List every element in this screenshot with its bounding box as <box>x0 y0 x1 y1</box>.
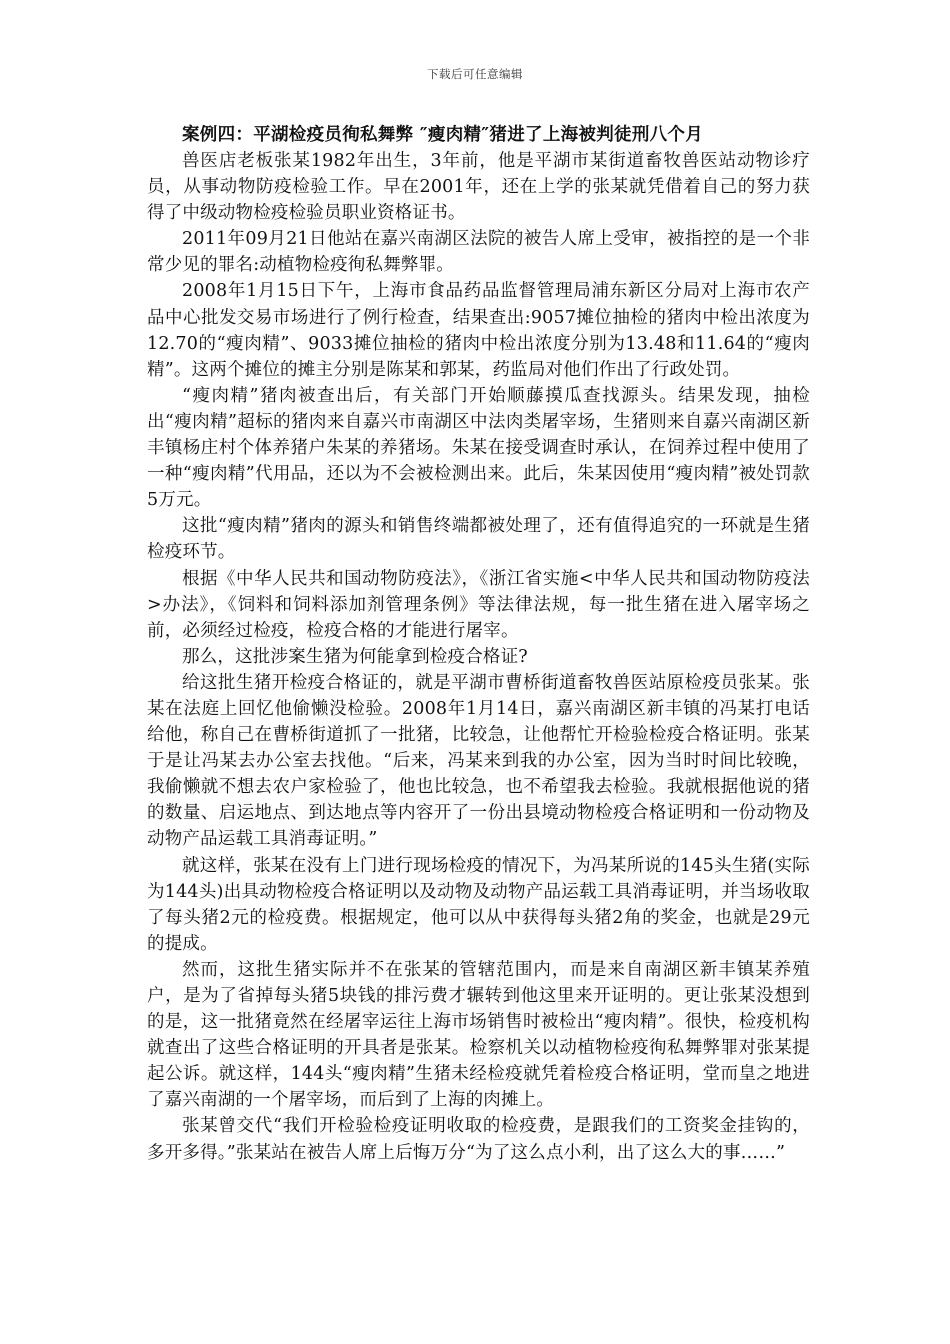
paragraph: 然而，这批生猪实际并不在张某的管辖范围内，而是来自南湖区新丰镇某养殖户，是为了省掉每头猪5块钱的排污费才辗转到他这里来开证明的。更让张某没想到的是，这一批猪竟然在经屠宰运往上海市场销售时被检出“瘦肉精”。很快，检疫机构就查出了这些合格证明的开具者是张某。检察机关以动植物检疫徇私舞弊罪对张某提起公诉。就这样，144头“瘦肉精”生猪未经检疫就凭着检疫合格证明，堂而皇之地进了嘉兴南湖的一个屠宰场，而后到了上海的肉摊上。 <box>147 959 810 1111</box>
paragraph: 那么，这批涉案生猪为何能拿到检疫合格证? <box>182 646 528 667</box>
paragraph: 这批“瘦肉精”猪肉的源头和销售终端都被处理了，还有值得追究的一环就是生猪检疫环节。 <box>147 516 810 563</box>
paragraph: 兽医店老板张某1982年出生，3年前，他是平湖市某街道畜牧兽医站动物诊疗员，从事动物防疫检验工作。早在2001年，还在上学的张某就凭借着自己的努力获得了中级动物检疫检验员职业资格证书。 <box>147 151 810 224</box>
paragraph: 2011年09月21日他站在嘉兴南湖区法院的被告人席上受审，被指控的是一个非常少见的罪名:动植物检疫徇私舞弊罪。 <box>147 229 810 276</box>
paragraph: “瘦肉精”猪肉被查出后，有关部门开始顺藤摸瓜查找源头。结果发现，抽检出“瘦肉精”超标的猪肉来自嘉兴市南湖区中法肉类屠宰场，生猪则来自嘉兴南湖区新丰镇杨庄村个体养猪户朱某的养猪场。朱某在接受调查时承认，在饲养过程中使用了一种“瘦肉精”代用品，还以为不会被检测出来。此后，朱某因使用“瘦肉精”被处罚款5万元。 <box>147 385 810 511</box>
header-note: 下载后可任意编辑 <box>427 67 523 81</box>
paragraph: 2008年1月15日下午，上海市食品药品监督管理局浦东新区分局对上海市农产品中心批发交易市场进行了例行检查，结果查出:9057摊位抽检的猪肉中检出浓度为12.70的“瘦肉精”、9033摊位抽检的猪肉中检出浓度分别为13.48和11.64的“瘦肉精”。这两个摊位的摊主分别是陈某和郭某，药监局对他们作出了行政处罚。 <box>147 281 810 380</box>
article-title: 案例四：平湖检疫员徇私舞弊 ″瘦肉精″猪进了上海被判徒刑八个月 <box>182 125 704 145</box>
paragraph: 张某曾交代“我们开检验检疫证明收取的检疫费，是跟我们的工资奖金挂钩的，多开多得。”张某站在被告人席上后悔万分“为了这么点小利，出了这么大的事……” <box>147 1116 810 1163</box>
paragraph: 就这样，张某在没有上门进行现场检疫的情况下，为冯某所说的145头生猪(实际为144头)出具动物检疫合格证明以及动物及动物产品运载工具消毒证明，并当场收取了每头猪2元的检疫费。根据规定，他可以从中获得每头猪2角的奖金，也就是29元的提成。 <box>147 855 810 954</box>
paragraph: 给这批生猪开检疫合格证的，就是平湖市曹桥街道畜牧兽医站原检疫员张某。张某在法庭上回忆他偷懒没检验。2008年1月14日，嘉兴南湖区新丰镇的冯某打电话给他，称自己在曹桥街道抓了一批猪，比较急，让他帮忙开检验检疫合格证明。张某于是让冯某去办公室去找他。“后来，冯某来到我的办公室，因为当时时间比较晚，我偷懒就不想去农户家检验了，他也比较急，也不希望我去检验。我就根据他说的猪的数量、启运地点、到达地点等内容开了一份出县境动物检疫合格证明和一份动物及动物产品运载工具消毒证明。” <box>147 672 810 850</box>
article-body <box>147 122 810 1166</box>
paragraph: 根据《中华人民共和国动物防疫法》，《浙江省实施<中华人民共和国动物防疫法>办法》，《饲料和饲料添加剂管理条例》等法律法规，每一批生猪在进入屠宰场之前，必须经过检疫，检疫合格的才能进行屠宰。 <box>147 568 810 641</box>
